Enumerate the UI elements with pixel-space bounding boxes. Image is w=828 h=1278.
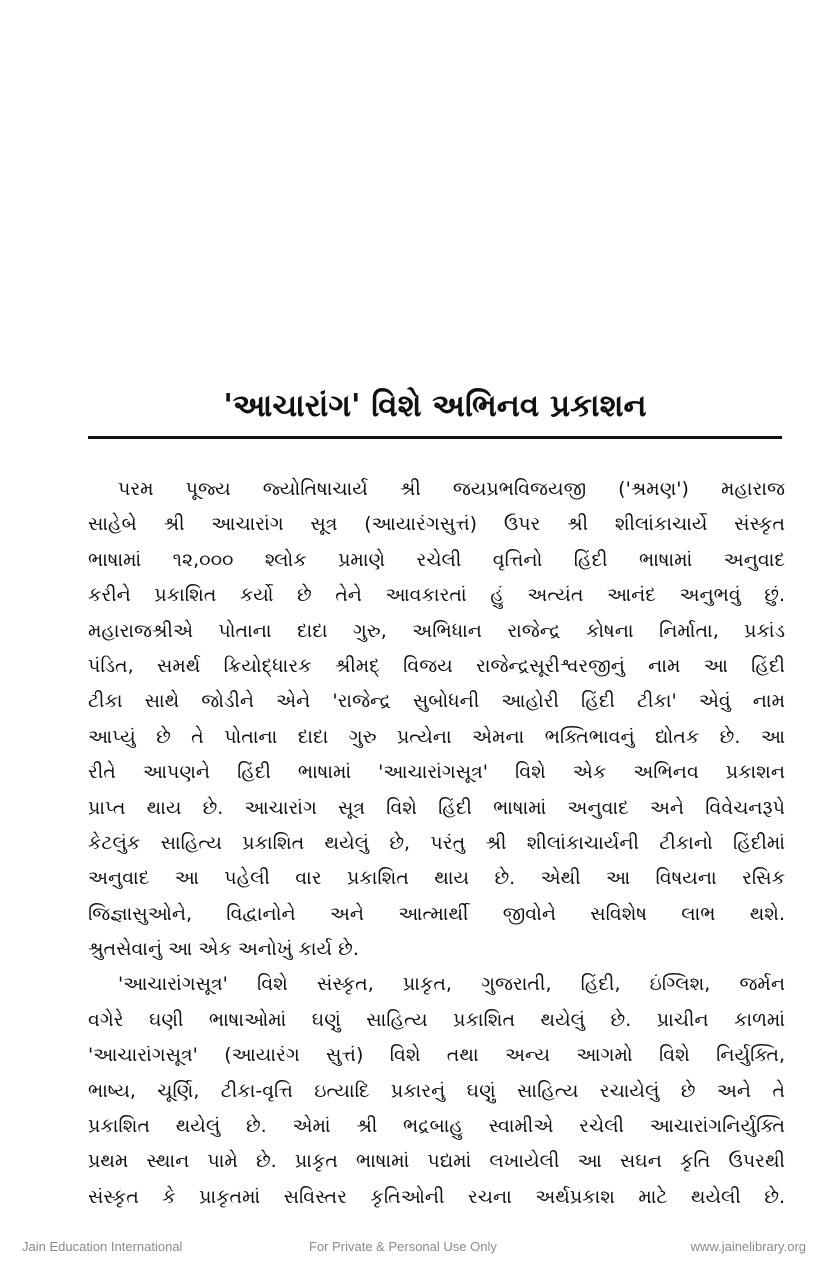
paragraph-line: જિજ્ઞાસુઓને, વિદ્વાનોને અને આત્માર્થી જીવોને સવિશેષ લાભ થશે.: [88, 902, 785, 925]
paragraph-line: અનુવાદ આ પહેલી વાર પ્રકાશિત થાય છે. એથી આ વિષયના રસિક: [88, 867, 785, 890]
paragraph-line: આપ્યું છે તે પોતાના દાદા ગુરુ પ્રત્યેના એમના ભક્તિભાવનું દ્યોતક છે. આ: [88, 725, 785, 748]
paragraph-line: સાહેબે શ્રી આચારાંગ સૂત્ર (આયારંગસુત્તં) ઉપર શ્રી શીલાંકાચાર્યે સંસ્કૃત: [88, 513, 785, 536]
paragraph-line: ભાષ્ય, ચૂર્ણિ, ટીકા-વૃત્તિ ઇત્યાદિ પ્રકારનું ઘણું સાહિત્ય રચાયેલું છે અને તે: [88, 1079, 785, 1102]
paragraph-line: શ્રુતસેવાનું આ એક અનોખું કાર્ય છે.: [88, 938, 359, 961]
paragraph-line: કરીને પ્રકાશિત કર્યો છે તેને આવકારતાં હું અત્યંત આનંદ અનુભવું છું.: [88, 584, 785, 607]
page-title: 'આચારાંગ' વિશે અભિનવ પ્રકાશન: [223, 388, 647, 424]
paragraph-line: પરમ પૂજ્ય જ્યોતિષાચાર્ય શ્રી જયપ્રભવિજયજી ('શ્રમણ') મહારાજ: [118, 478, 785, 500]
footer-usage-note: For Private & Personal Use Only: [309, 1239, 497, 1254]
paragraph-line: સંસ્કૃત કે પ્રાકૃતમાં સવિસ્તર કૃતિઓની રચના અર્થપ્રકાશ માટે થયેલી છે.: [88, 1185, 785, 1208]
paragraph-line: પ્રકાશિત થયેલું છે. એમાં શ્રી ભદ્રબાહુ સ્વામીએ રચેલી આચારાંગનિર્યુક્તિ: [88, 1115, 785, 1138]
footer-publisher: Jain Education International: [22, 1239, 183, 1254]
paragraph-line: પંડિત, સમર્થ ક્રિયોદ્ધારક શ્રીમદ્ વિજય રાજેન્દ્રસૂરીશ્વરજીનું નામ આ હિંદી: [88, 654, 785, 677]
paragraph-line: 'આચારાંગસૂત્ર' વિશે સંસ્કૃત, પ્રાકૃત, ગુજરાતી, હિંદી, ઇંગ્લિશ, જર્મન: [118, 973, 785, 996]
article-body: [88, 472, 785, 1215]
paragraph-line: મહારાજશ્રીએ પોતાના દાદા ગુરુ, અભિધાન રાજેન્દ્ર કોષના નિર્માતા, પ્રકાંડ: [88, 619, 785, 642]
paragraph-line: ટીકા સાથે જોડીને એને 'રાજેન્દ્ર સુબોધની આહોરી હિંદી ટીકા' એવું નામ: [88, 690, 785, 713]
paragraph-line: કેટલુંક સાહિત્ય પ્રકાશિત થયેલું છે, પરંતુ શ્રી શીલાંકાચાર્યની ટીકાનો હિંદીમાં: [88, 831, 785, 854]
paragraph-line: પ્રથમ સ્થાન પામે છે. પ્રાકૃત ભાષામાં પદ્યમાં લખાયેલી આ સઘન કૃતિ ઉપરથી: [88, 1150, 785, 1173]
title-divider: [88, 436, 782, 439]
footer-website-link[interactable]: www.jainelibrary.org: [690, 1239, 806, 1254]
paragraph-line: રીતે આપણને હિંદી ભાષામાં 'આચારાંગસૂત્ર' વિશે એક અભિનવ પ્રકાશન: [88, 761, 785, 784]
paragraph-line: વગેરે ઘણી ભાષાઓમાં ઘણું સાહિત્ય પ્રકાશિત થયેલું છે. પ્રાચીન કાળમાં: [88, 1008, 785, 1031]
paragraph-line: ભાષામાં ૧૨,૦૦૦ શ્લોક પ્રમાણે રચેલી વૃત્તિનો હિંદી ભાષામાં અનુવાદ: [88, 548, 785, 571]
paragraph-line: પ્રાપ્ત થાય છે. આચારાંગ સૂત્ર વિશે હિંદી ભાષામાં અનુવાદ અને વિવેચનરૂપે: [88, 796, 785, 819]
paragraph-line: 'આચારાંગસૂત્ર' (આયારંગ સુત્તં) વિશે તથા અન્ય આગમો વિશે નિર્યુક્તિ,: [88, 1044, 785, 1067]
